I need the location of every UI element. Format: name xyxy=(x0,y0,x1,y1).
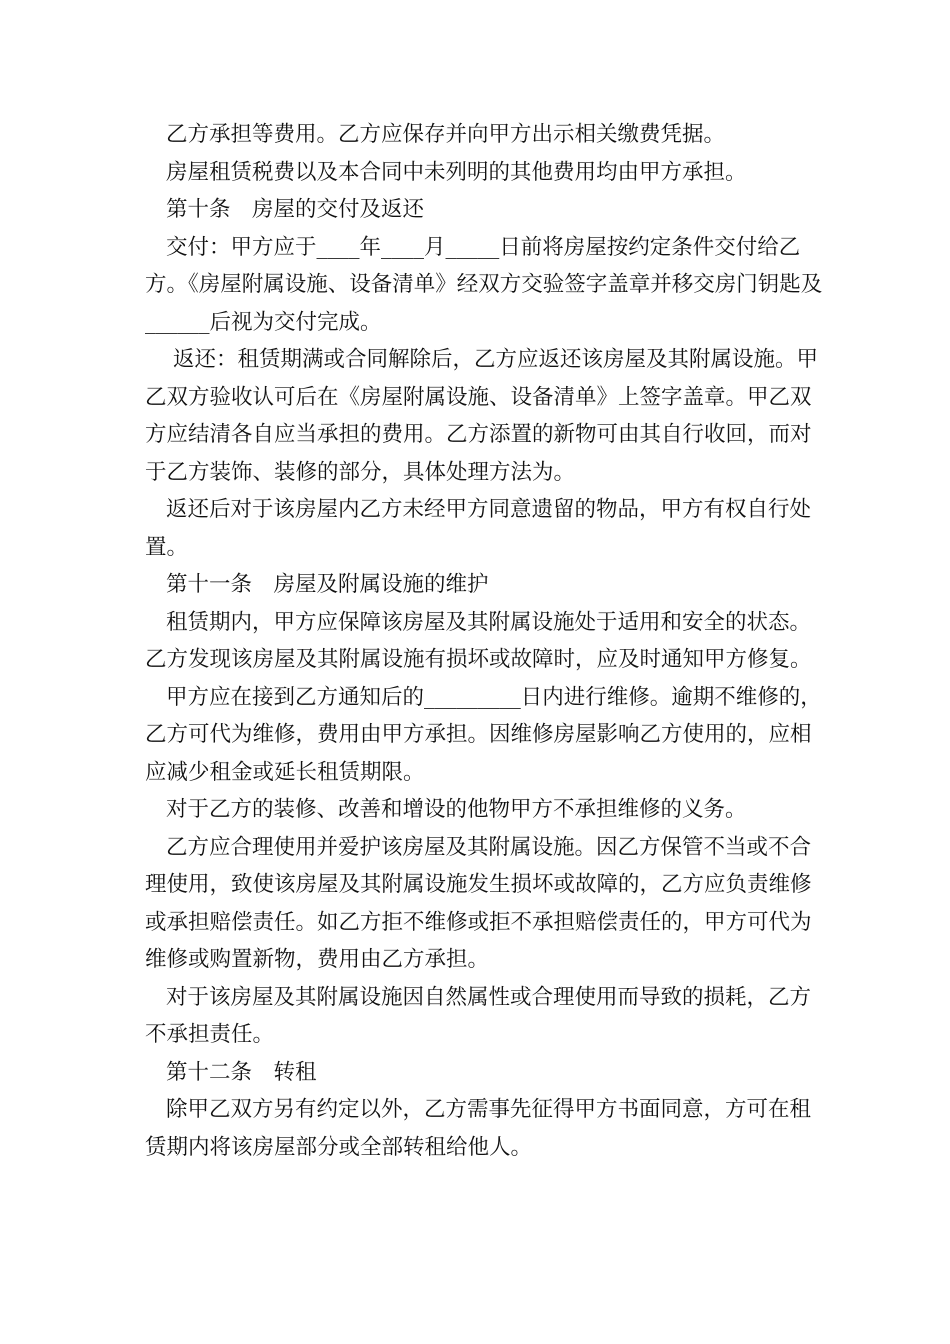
paragraph-tenant-care: 乙方应合理使用并爱护该房屋及其附属设施。因乙方保管不当或不合理使用，致使该房屋及其附属设施发生损坏或故障的，乙方应负责维修或承担赔偿责任。如乙方拒不维修或拒不承担赔偿责任的，甲方可代为维修或购置新物，费用由乙方承担。 xyxy=(145,834,812,972)
paragraph-natural-wear: 对于该房屋及其附属设施因自然属性或合理使用而导致的损耗，乙方不承担责任。 xyxy=(145,984,812,1047)
paragraph-tax-fees: 房屋租赁税费以及本合同中未列明的其他费用均由甲方承担。 xyxy=(166,159,747,185)
paragraph-delivery: 交付：甲方应于____年____月_____日前将房屋按约定条件交付给乙方。《房屋附属设施、设备清单》经双方交验签字盖章并移交房门钥匙及______后视为交付完成。 xyxy=(145,234,823,335)
paragraph-repair-deadline: 甲方应在接到乙方通知后的_________日内进行维修。逾期不维修的，乙方可代为维修，费用由甲方承担。因维修房屋影响乙方使用的，应相应减少租金或延长租赁期限。 xyxy=(145,684,822,785)
heading-article-10: 第十条 房屋的交付及返还 xyxy=(166,197,425,222)
document-body xyxy=(145,116,825,1166)
heading-article-11: 第十一条 房屋及附属设施的维护 xyxy=(166,572,489,597)
paragraph-renovation-exclusion: 对于乙方的装修、改善和增设的他物甲方不承担维修的义务。 xyxy=(166,797,747,822)
heading-article-12: 第十二条 转租 xyxy=(166,1059,317,1085)
paragraph-sublease: 除甲乙双方另有约定以外，乙方需事先征得甲方书面同意，方可在租赁期内将该房屋部分或全部转租给他人。 xyxy=(145,1097,812,1160)
paragraph-return: 返还：租赁期满或合同解除后，乙方应返还该房屋及其附属设施。甲乙双方验收认可后在《房屋附属设施、设备清单》上签字盖章。甲乙双方应结清各自应当承担的费用。乙方添置的新物可由其自行收回，而对于乙方装饰、装修的部分，具体处理方法为。 xyxy=(145,347,819,485)
paragraph-fee-continuation: 乙方承担等费用。乙方应保存并向甲方出示相关缴费凭据。 xyxy=(166,122,726,147)
paragraph-maintenance-duty: 租赁期内，甲方应保障该房屋及其附属设施处于适用和安全的状态。乙方发现该房屋及其附属设施有损坏或故障时，应及时通知甲方修复。 xyxy=(145,609,812,672)
paragraph-left-items: 返还后对于该房屋内乙方未经甲方同意遗留的物品，甲方有权自行处置。 xyxy=(145,497,812,560)
